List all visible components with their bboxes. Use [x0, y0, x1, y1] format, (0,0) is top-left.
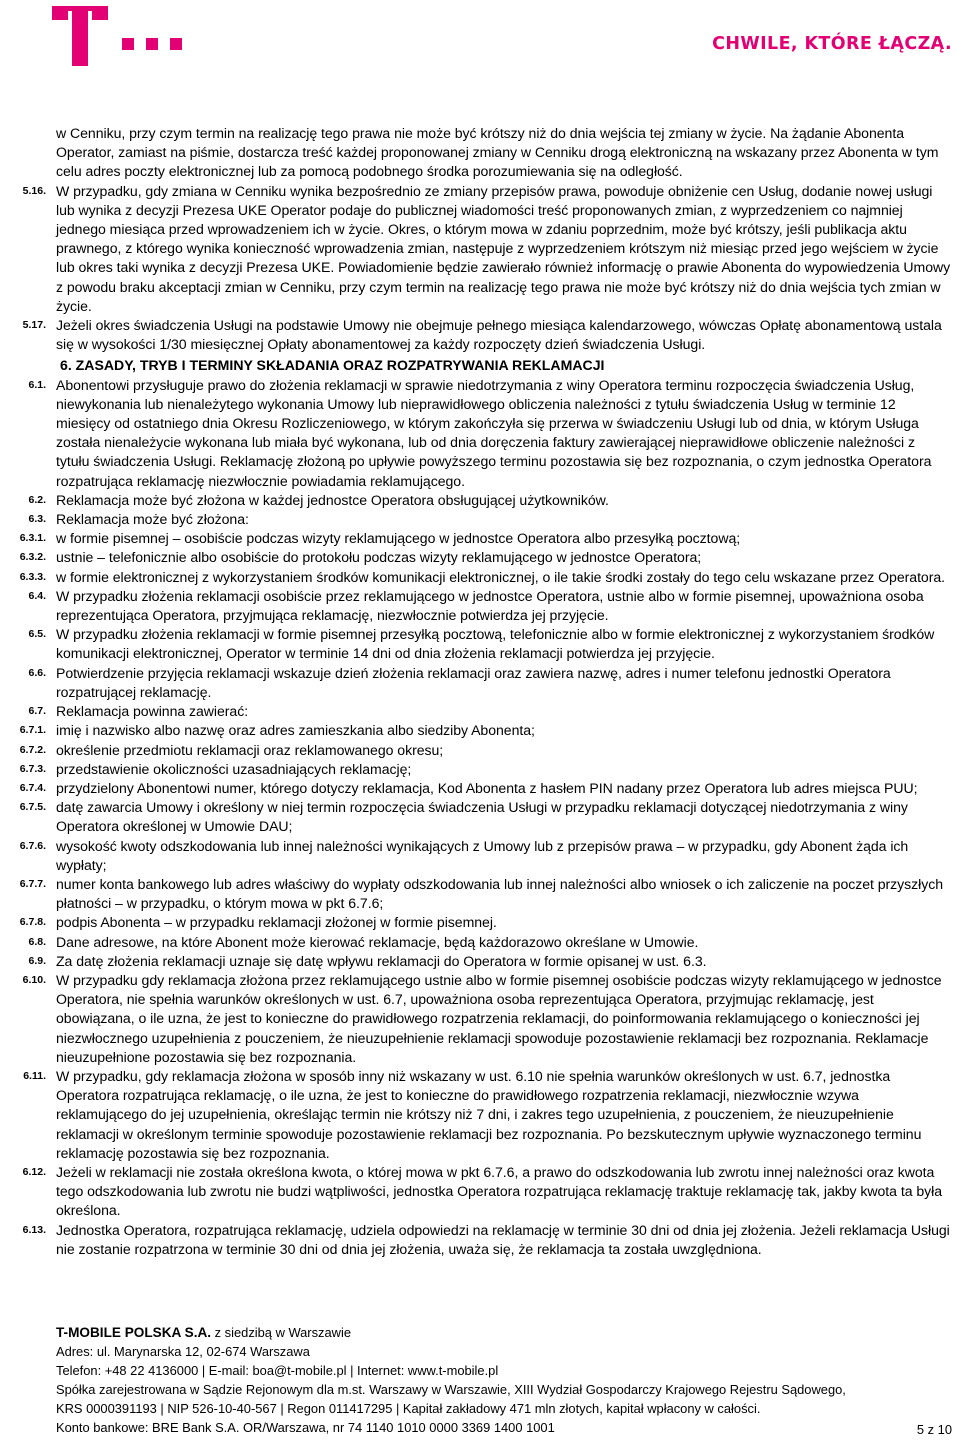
- item-text: Reklamacja powinna zawierać:: [56, 703, 249, 720]
- footer-ids: KRS 0000391193 | NIP 526-10-40-567 | Regon 011417295 | Kapitał zakładowy 471 mln złotych, kapitał wpłacony w całości.: [56, 1401, 761, 1416]
- list-item: [0, 1067, 960, 1163]
- section-6-items: [0, 376, 960, 1259]
- item-number: 6.7.: [28, 705, 46, 718]
- page-number: 5 z 10: [916, 1422, 952, 1437]
- list-item: [0, 510, 960, 529]
- item-text: imię i nazwisko albo nazwę oraz adres zamieszkania albo siedziby Abonenta;: [56, 722, 535, 739]
- list-item: [0, 952, 960, 971]
- item-number: 6.7.4.: [19, 781, 46, 794]
- item-text: W przypadku, gdy reklamacja złożona w sposób inny niż wskazany w ust. 6.10 nie spełnia warunków określonych w ust. 6.7, jednostka Operatora rozpatrująca reklamację, o ile uzna, że jest to konieczne do prawidłowego rozpatrzenia reklamacji, niezwłocznie wzywa reklamującego do jej uzupełnienia, określając termin nie krótszy niż 7 dni, i zakres tego uzupełnienia, z pouczeniem, że nieuzupełnienie reklamacji w określonym terminie spowoduje pozostawienie reklamacji bez rozpoznania. Po bezskutecznym upływie wyznaczonego terminu reklamację pozostawia się bez rozpoznania.: [56, 1067, 922, 1161]
- document-body: [0, 124, 960, 1259]
- list-item: [0, 837, 960, 875]
- item-number: 6.7.3.: [19, 762, 46, 775]
- item-number: 6.4.: [28, 589, 46, 602]
- list-item: [0, 376, 960, 491]
- list-item: [0, 933, 960, 952]
- item-text: Jednostka Operatora, rozpatrująca reklamację, udziela odpowiedzi na reklamację w terminie 30 dni od dnia jej złożenia. Jeżeli reklamacja Usługi nie zostanie rozpatrzona w terminie 30 dni od dnia jej złożenia, uważa się, że reklamacja ta została uwzględniona.: [56, 1221, 950, 1257]
- list-item: [0, 529, 960, 548]
- section-heading: 6. ZASADY, TRYB I TERMINY SKŁADANIA ORAZ ROZPATRYWANIA REKLAMACJI: [60, 357, 605, 374]
- page-header: [0, 0, 960, 80]
- item-number: 6.7.6.: [19, 839, 46, 852]
- list-item: [0, 1163, 960, 1221]
- list-item: [0, 587, 960, 625]
- item-number: 6.7.1.: [19, 724, 46, 737]
- item-text: Jeżeli okres świadczenia Usługi na podstawie Umowy nie obejmuje pełnego miesiąca kalendarzowego, wówczas Opłatę abonamentową ustala się w wysokości 1/30 miesięcznej Opłaty abonamentowej za każdy rozpoczęty dzień świadczenia Usługi.: [56, 317, 942, 353]
- list-item: [0, 760, 960, 779]
- item-text: W przypadku, gdy zmiana w Cenniku wynika bezpośrednio ze zmiany przepisów prawa, powoduje obniżenie cen Usług, dodanie nowej usługi lub wynika z decyzji Prezesa UKE Operator podaje do publicznej wiadomości treść proponowanych zmian, z wyprzedzeniem co najmniej jednego miesiąca przed wprowadzeniem ich w życie. Okres, o którym mowa w zdaniu poprzednim, może być krótszy, jeśli publikacja aktu prawnego, z którego wynika konieczność wprowadzenia zmian, następuje z wyprzedzeniem krótszym niż miesiąc przed jego wejściem w życie lub okres taki wynika z decyzji Prezesa UKE. Powiadomienie będzie zawierało również informację o prawie Abonenta do wypowiedzenia Umowy z powodu braku akceptacji zmian w Cenniku, przy czym termin na realizację tego prawa nie może być krótszy niż do dnia wejścia tych zmian w życie.: [56, 182, 951, 314]
- footer-company: [56, 1323, 956, 1342]
- list-item: [0, 568, 960, 587]
- item-number: 5.17.: [22, 319, 46, 332]
- item-number: 5.16.: [22, 184, 46, 197]
- item-number: 6.11.: [23, 1069, 46, 1082]
- list-item: [0, 664, 960, 702]
- item-number: 6.13.: [22, 1223, 46, 1236]
- item-text: W przypadku złożenia reklamacji osobiście przez reklamującego w jednostce Operatora, ustnie albo w formie pisemnej, upoważniona osoba reprezentująca Operatora, przyjmująca reklamację, niezwłocznie potwierdza jej przyjęcie.: [56, 587, 924, 624]
- list-item: [0, 491, 960, 510]
- list-item: [0, 913, 960, 932]
- brand-tagline: CHWILE, KTÓRE ŁĄCZĄ.: [712, 34, 952, 54]
- item-text: w formie pisemnej – osobiście podczas wizyty reklamującego w jednostce Operatora albo przesyłką pocztową;: [56, 530, 741, 547]
- item-text: Abonentowi przysługuje prawo do złożenia reklamacji w sprawie niedotrzymania z winy Operatora terminu rozpoczęcia świadczenia Usług, niewykonania lub nienależytego wykonania Umowy lub nieprawidłowego obliczenia należności z tytułu świadczenia Usług w terminie 12 miesięcy od ostatniego dnia Okresu Rozliczeniowego, w którym zakończyła się przerwa w świadczeniu Usługi lub od dnia, w którym Usługa została nienależycie wykonana lub miała być wykonana, lub od dnia doręczenia faktury zawierającej nieprawidłowe obliczenie należności z tytułu świadczenia Usługi. Reklamację złożoną po upływie powyższego terminu pozostawia się bez rozpoznania, o czym jednostka Operatora rozpatrująca reklamację niezwłocznie powiadamia reklamującego.: [56, 376, 932, 489]
- item-text: ustnie – telefonicznie albo osobiście do protokołu podczas wizyty reklamującego w jednostce Operatora;: [56, 549, 702, 566]
- item-text: datę zawarcia Umowy i określony w niej termin rozpoczęcia świadczenia Usługi w przypadku reklamacji dotyczącej niedotrzymania z winy Operatora określonej w Umowie DAU;: [56, 799, 908, 835]
- continuation-paragraph: [0, 124, 960, 182]
- item-text: Reklamacja może być złożona:: [56, 511, 249, 528]
- company-name: T-MOBILE POLSKA S.A.: [56, 1325, 212, 1340]
- item-number: 6.3.3.: [19, 570, 46, 583]
- section-5-items: [0, 182, 960, 355]
- item-number: 6.12.: [22, 1165, 46, 1178]
- page-footer: [56, 1323, 956, 1437]
- list-item: [0, 779, 960, 798]
- item-number: 6.3.: [28, 513, 46, 526]
- footer-bank: Konto bankowe: BRE Bank S.A. OR/Warszawa, nr 74 1140 1010 0000 3369 1400 1001: [56, 1420, 555, 1435]
- company-seat: z siedzibą w Warszawie: [211, 1325, 352, 1340]
- item-text: przedstawienie okoliczności uzasadniających reklamację;: [56, 760, 412, 777]
- item-text: Potwierdzenie przyjęcia reklamacji wskazuje dzień złożenia reklamacji oraz zawiera nazwę, adres i numer telefonu jednostki Operatora rozpatrującej reklamację.: [56, 664, 891, 700]
- list-item: [0, 741, 960, 760]
- list-item: [0, 316, 960, 354]
- item-number: 6.5.: [28, 628, 46, 641]
- list-item: [0, 1221, 960, 1259]
- list-item: [0, 875, 960, 913]
- item-text: Reklamacja może być złożona w każdej jednostce Operatora obsługującej użytkowników.: [56, 491, 609, 508]
- item-number: 6.10.: [22, 973, 46, 986]
- item-text: przydzielony Abonentowi numer, którego dotyczy reklamacja, Kod Abonenta z hasłem PIN nadany przez Operatora lub adres miejsca PUU;: [56, 779, 918, 796]
- list-item: [0, 721, 960, 740]
- item-text: wysokość kwoty odszkodowania lub innej należności wynikających z Umowy lub z przepisów prawa – w przypadku, gdy Abonent żąda ich wypłaty;: [56, 837, 909, 873]
- item-number: 6.2.: [28, 493, 46, 506]
- list-item: [0, 548, 960, 567]
- item-text: podpis Abonenta – w przypadku reklamacji złożonej w formie pisemnej.: [56, 914, 497, 931]
- item-number: 6.7.2.: [19, 743, 46, 756]
- item-text: określenie przedmiotu reklamacji oraz reklamowanego okresu;: [56, 741, 444, 758]
- item-text: Jeżeli w reklamacji nie została określona kwota, o której mowa w pkt 6.7.6, a prawo do odszkodowania lub zwrotu innej należności oraz kwota tego odszkodowania lub zwrotu nie budzi wątpliwości, jednostka Operatora rozpatrująca reklamację traktuje reklamację tak, jakby kwota ta była określona.: [56, 1163, 943, 1219]
- item-number: 6.3.1.: [19, 532, 46, 545]
- item-text: numer konta bankowego lub adres właściwy do wypłaty odszkodowania lub innej należności albo wniosek o ich zaliczenie na poczet przyszłych płatności – w przypadku, o którym mowa w pkt 6.7.6;: [56, 875, 944, 912]
- paragraph-text: w Cenniku, przy czym termin na realizację tego prawa nie może być krótszy niż do dnia wejścia tej zmiany w życie. Na żądanie Abonenta Operator, zamiast na piśmie, dostarcza treść każdej proponowanej zmiany w Cenniku drogą elektroniczną na wskazany przez Abonenta w tym celu adres poczty elektronicznej lub za pomocą podobnego środka porozumiewania się na odległość.: [56, 125, 939, 180]
- item-text: Za datę złożenia reklamacji uznaje się datę wpływu reklamacji do Operatora w formie opisanej w ust. 6.3.: [56, 952, 707, 969]
- list-item: [0, 702, 960, 721]
- list-item: [0, 182, 960, 316]
- list-item: [0, 971, 960, 1067]
- item-number: 6.7.5.: [19, 801, 46, 814]
- footer-address: Adres: ul. Marynarska 12, 02-674 Warszawa: [56, 1344, 310, 1359]
- item-number: 6.7.7.: [19, 877, 46, 890]
- item-text: w formie elektronicznej z wykorzystaniem środków komunikacji elektronicznej, o ile takie środki zostały do tego celu wskazane przez Operatora.: [56, 568, 946, 585]
- item-number: 6.1.: [28, 378, 46, 391]
- footer-registration: Spółka zarejestrowana w Sądzie Rejonowym dla m.st. Warszawy w Warszawie, XIII Wydział Gospodarczy Krajowego Rejestru Sądowego,: [56, 1382, 846, 1397]
- item-text: Dane adresowe, na które Abonent może kierować reklamacje, będą każdorazowo określane w Umowie.: [56, 933, 699, 950]
- item-text: W przypadku gdy reklamacja złożona przez reklamującego ustnie albo w formie pisemnej osobiście podczas wizyty reklamującego w jednostce Operatora, nie spełnia warunków określonych w ust. 6.7, upoważniona osoba reprezentująca Operatora, przyjmując reklamację, jest obowiązana, o ile uzna, że jest to konieczne do prawidłowego rozpatrzenia reklamacji, do poinformowania reklamującego o konieczności jej niezwłocznego uzupełnienia z pouczeniem, że nieuzupełnienie reklamacji spowoduje pozostawienie reklamacji bez rozpoznania. Reklamacje nieuzupełnione pozostawia się bez rozpoznania.: [56, 971, 942, 1065]
- item-number: 6.7.8.: [19, 916, 46, 929]
- item-text: W przypadku złożenia reklamacji w formie pisemnej przesyłką pocztową, telefonicznie albo w formie elektronicznej z wykorzystaniem środków komunikacji elektronicznej, Operator w terminie 14 dni od dnia złożenia reklamacji potwierdza jej przyjęcie.: [56, 626, 935, 662]
- footer-contact: Telefon: +48 22 4136000 | E-mail: boa@t-mobile.pl | Internet: www.t-mobile.pl: [56, 1363, 499, 1378]
- item-number: 6.6.: [28, 666, 46, 679]
- list-item: [0, 798, 960, 836]
- item-number: 6.9.: [28, 954, 46, 967]
- item-number: 6.3.2.: [19, 551, 46, 564]
- item-number: 6.8.: [28, 935, 46, 948]
- telekom-t-logo-icon: [52, 6, 192, 66]
- list-item: [0, 625, 960, 663]
